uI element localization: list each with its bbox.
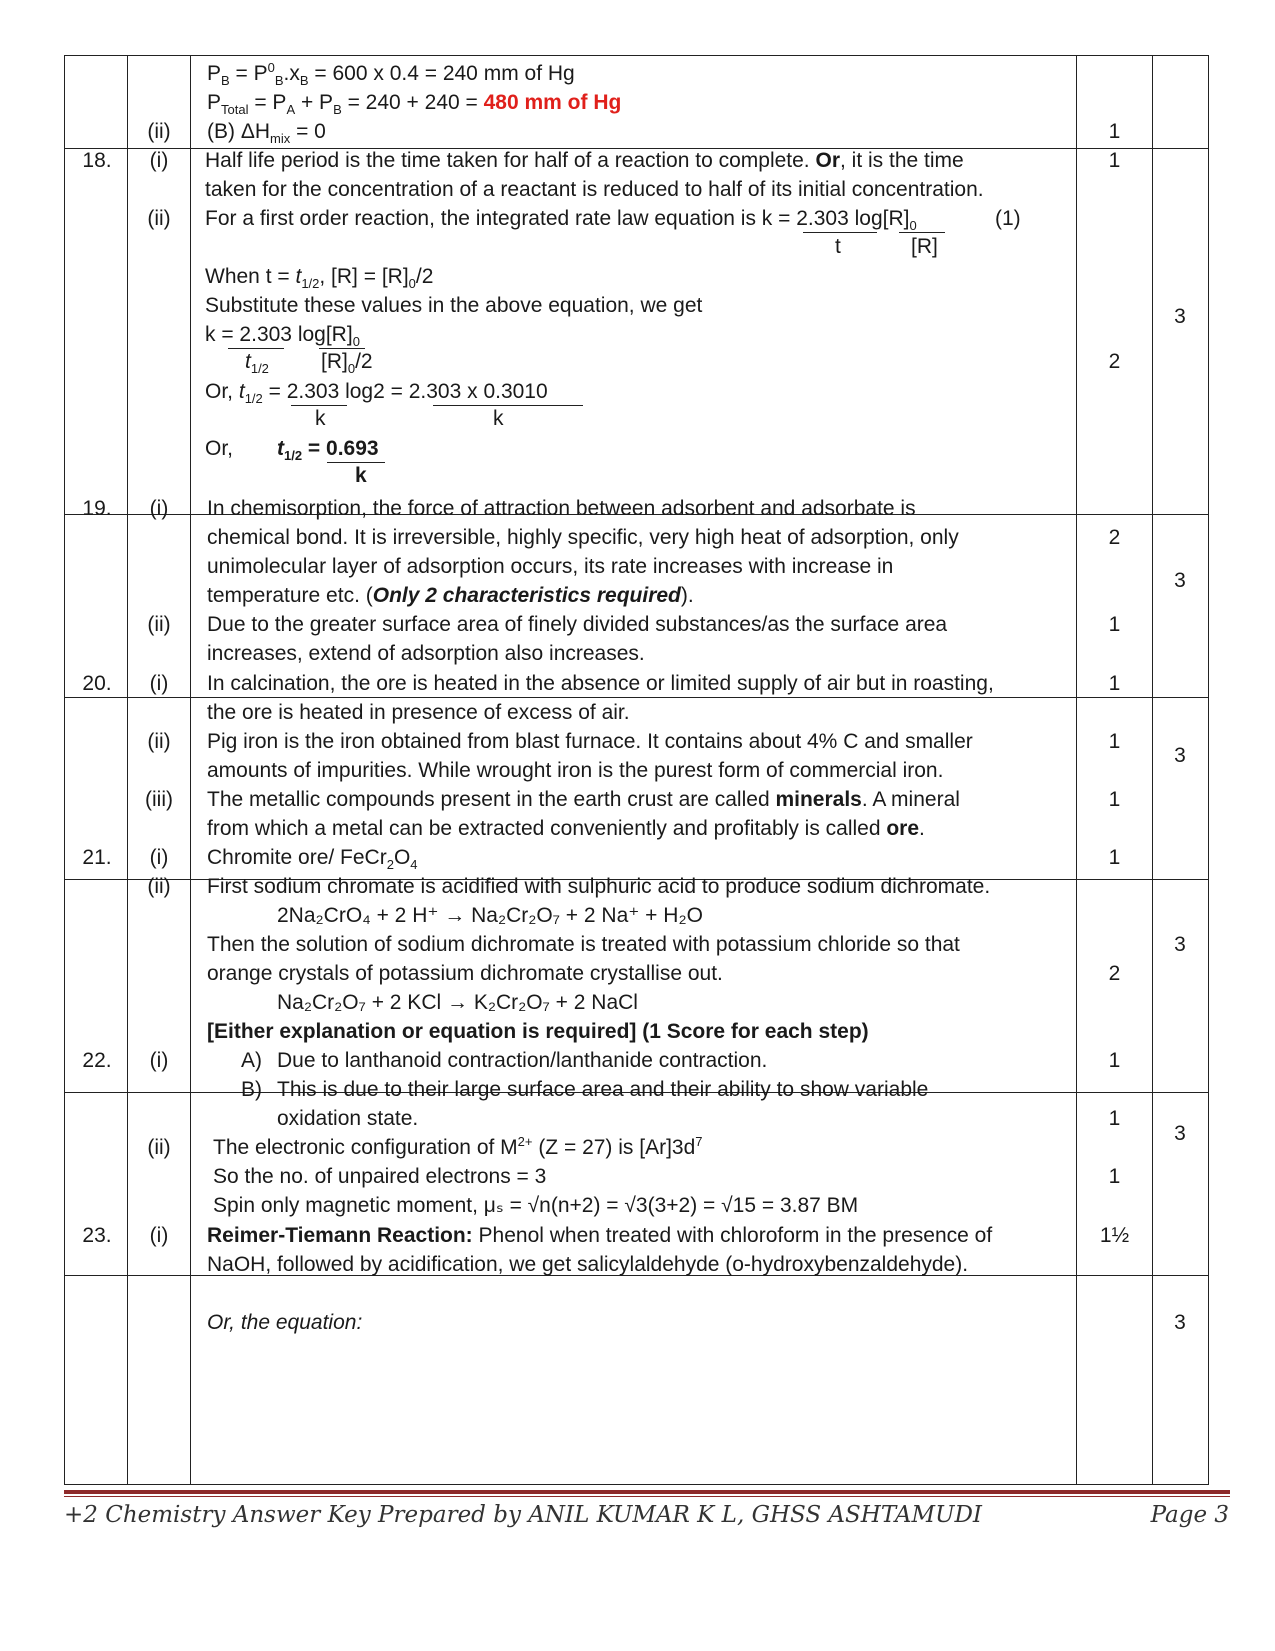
q22-a-label: A) (241, 1049, 262, 1072)
q18-ii-line-4: Substitute these values in the above equation, we get (205, 294, 703, 317)
q18-or: Or, (205, 437, 234, 460)
q20-mark-iii: 1 (1108, 788, 1121, 811)
q22-ii-line-3: Spin only magnetic moment, μₛ = √n(n+2) = √3(3+2) = √15 = 3.87 BM (213, 1194, 859, 1217)
q17-answer-highlight: 480 mm of Hg (483, 91, 622, 114)
q21-sub-ii: (ii) (147, 875, 171, 898)
q23-mark-i: 1½ (1099, 1224, 1130, 1247)
q17-line-3: (B) $\Delta H_{mix} = 0$ (207, 120, 326, 147)
q22-sub-i: (i) (149, 1049, 169, 1072)
q18-half-life-result: $t_{1/2} = 0.693$ (277, 437, 379, 464)
q23-i-line-2: NaOH, followed by acidification, we get salicylaldehyde (o-hydroxybenzaldehyde). (207, 1253, 969, 1276)
q19-i-line-2: chemical bond. It is irreversible, highly specific, very high heat of adsorption, only (207, 526, 959, 549)
q18-i-line-1: Half life period is the time taken for half of a reaction to complete. Or, it is the time (205, 149, 964, 172)
q19-i-line-4: temperature etc. (Only 2 characteristics required). (207, 584, 694, 607)
col-divider (1076, 56, 1077, 1484)
fraction-bar (899, 232, 945, 233)
q22-number: 22. (82, 1049, 112, 1072)
q21-sub-i: (i) (149, 846, 169, 869)
q18-ii-line-3: When $t = t_{1/2}$, $[R] = [R]_0/2$ (205, 265, 434, 292)
footer-rule (64, 1490, 1230, 1494)
q18-den-t: t (835, 235, 841, 258)
q18-i-line-2: taken for the concentration of a reactant is reduced to half of its initial concentration. (205, 178, 984, 201)
q21-mark-ii: 2 (1108, 962, 1121, 985)
q18-mark-ii: 2 (1108, 350, 1121, 373)
q20-iii-line-1: The metallic compounds present in the earth crust are called minerals. A mineral (207, 788, 960, 811)
q18-sub-i: (i) (149, 149, 169, 172)
answer-key-table (64, 55, 1209, 1485)
q19-sub-ii: (ii) (147, 613, 171, 636)
q22-ii-line-1: The electronic configuration of $M^{2+}$ (Z = 27) is $[Ar]3d^7$ (213, 1134, 703, 1159)
q18-den-k1: k (315, 407, 326, 430)
q17-line-2: $P_{Total} = P_A + P_B = 240 + 240 = 480$ mm of Hg (207, 91, 622, 118)
q20-i-line-2: the ore is heated in presence of excess of air. (207, 701, 630, 724)
q23-i-line-3: Or, the equation: (207, 1311, 363, 1334)
q18-ii-line-5: k = 2.303 $\log[R]_0$ (205, 323, 360, 350)
q20-ii-line-1: Pig iron is the iron obtained from blast furnace. It contains about 4% C and smaller (207, 730, 973, 753)
q22-b-text-1: This is due to their large surface area and their ability to show variable (277, 1078, 929, 1101)
row-divider (65, 697, 1208, 698)
col-divider (190, 56, 191, 1484)
q21-ii-line-1: First sodium chromate is acidified with sulphuric acid to produce sodium dichromate. (207, 875, 991, 898)
page-number: Page 3 (1150, 1502, 1229, 1528)
q22-b-label: B) (241, 1078, 262, 1101)
q21-ii-line-4: orange crystals of potassium dichromate crystallise out. (207, 962, 723, 985)
q22-mark-ii: 1 (1108, 1165, 1121, 1188)
q21-i-line-1: Chromite ore/ $FeCr_2O_4$ (207, 846, 418, 873)
fraction-bar (803, 232, 877, 233)
q19-mark-i: 2 (1108, 526, 1121, 549)
q18-sub-ii: (ii) (147, 207, 171, 230)
q18-number: 18. (82, 149, 112, 172)
q21-ii-line-3: Then the solution of sodium dichromate is treated with potassium chloride so that (207, 933, 960, 956)
q22-ii-line-2: So the no. of unpaired electrons = 3 (213, 1165, 547, 1188)
q21-equation-1: 2Na₂CrO₄ + 2 H⁺ → Na₂Cr₂O₇ + 2 Na⁺ + H₂O (277, 904, 703, 927)
q20-iii-line-2: from which a metal can be extracted conveniently and profitably is called ore. (207, 817, 925, 840)
q19-sub-i: (i) (149, 497, 169, 520)
footer-rule (64, 1496, 1230, 1497)
col-divider (127, 56, 128, 1484)
q22-sub-ii: (ii) (147, 1136, 171, 1159)
q18-ii-line-7: Or, $t_{1/2} = 2.303$ log2 = 2.303 x 0.3010 (205, 380, 548, 407)
q20-sub-ii: (ii) (147, 730, 171, 753)
q21-note: [Either explanation or equation is required] (1 Score for each step) (207, 1020, 869, 1043)
q23-i-line-1: Reimer-Tiemann Reaction: Phenol when treated with chloroform in the presence of (207, 1224, 993, 1247)
q21-total: 3 (1174, 933, 1186, 956)
q19-i-line-1: In chemisorption, the force of attraction between adsorbent and adsorbate is (207, 497, 916, 520)
q18-den-r: [R] (911, 235, 938, 258)
q22-total: 3 (1174, 1122, 1186, 1145)
q20-i-line-1: In calcination, the ore is heated in the absence or limited supply of air but in roasting, (207, 672, 994, 695)
q19-ii-line-2: increases, extend of adsorption also increases. (207, 642, 645, 665)
q20-sub-iii: (iii) (145, 788, 173, 811)
q23-total: 3 (1174, 1311, 1186, 1334)
q20-total: 3 (1174, 744, 1186, 767)
col-divider (1152, 56, 1153, 1484)
q23-number: 23. (82, 1224, 112, 1247)
q22-b-text-2: oxidation state. (277, 1107, 419, 1130)
q17-sub-ii: (ii) (147, 120, 171, 143)
q18-mark-i: 1 (1108, 149, 1121, 172)
q22-mark-b: 1 (1108, 1107, 1121, 1130)
q21-mark-i: 1 (1108, 846, 1121, 869)
q17-mark: 1 (1108, 120, 1121, 143)
q18-ii-line-6b: $[R]_0/2$ (321, 350, 373, 377)
q21-number: 21. (82, 846, 112, 869)
q22-mark-a: 1 (1108, 1049, 1121, 1072)
q20-sub-i: (i) (149, 672, 169, 695)
q19-total: 3 (1174, 569, 1186, 592)
q18-den-k3: k (355, 464, 367, 487)
q20-number: 20. (82, 672, 112, 695)
fraction-bar (433, 405, 583, 406)
q18-eq-tag: (1) (995, 207, 1021, 230)
q19-number: 19. (82, 497, 112, 520)
footer-title: +2 Chemistry Answer Key Prepared by ANIL KUMAR K L, GHSS ASHTAMUDI (64, 1502, 983, 1528)
q19-ii-line-1: Due to the greater surface area of finely divided substances/as the surface area (207, 613, 948, 636)
q18-ii-line-6a: $t_{1/2}$ (245, 350, 269, 377)
q20-ii-line-2: amounts of impurities. While wrought iron is the purest form of commercial iron. (207, 759, 944, 782)
q21-equation-2: Na₂Cr₂O₇ + 2 KCl → K₂Cr₂O₇ + 2 NaCl (277, 991, 638, 1014)
q19-mark-ii: 1 (1108, 613, 1121, 636)
q19-i-line-3: unimolecular layer of adsorption occurs, its rate increases with increase in (207, 555, 894, 578)
q23-sub-i: (i) (149, 1224, 169, 1247)
q17-line-1: $P_B = P^0_B.x_B = 600$ x 0.4 = 240 mm of Hg (207, 60, 575, 89)
q20-mark-i: 1 (1108, 672, 1121, 695)
q22-a-text: Due to lanthanoid contraction/lanthanide contraction. (277, 1049, 768, 1072)
q20-mark-ii: 1 (1108, 730, 1121, 753)
q18-den-k2: k (493, 407, 504, 430)
q18-total: 3 (1174, 305, 1186, 328)
q18-ii-rate-law: For a first order reaction, the integrated rate law equation is k = 2.303 $\log[R]_0$ (205, 207, 917, 234)
